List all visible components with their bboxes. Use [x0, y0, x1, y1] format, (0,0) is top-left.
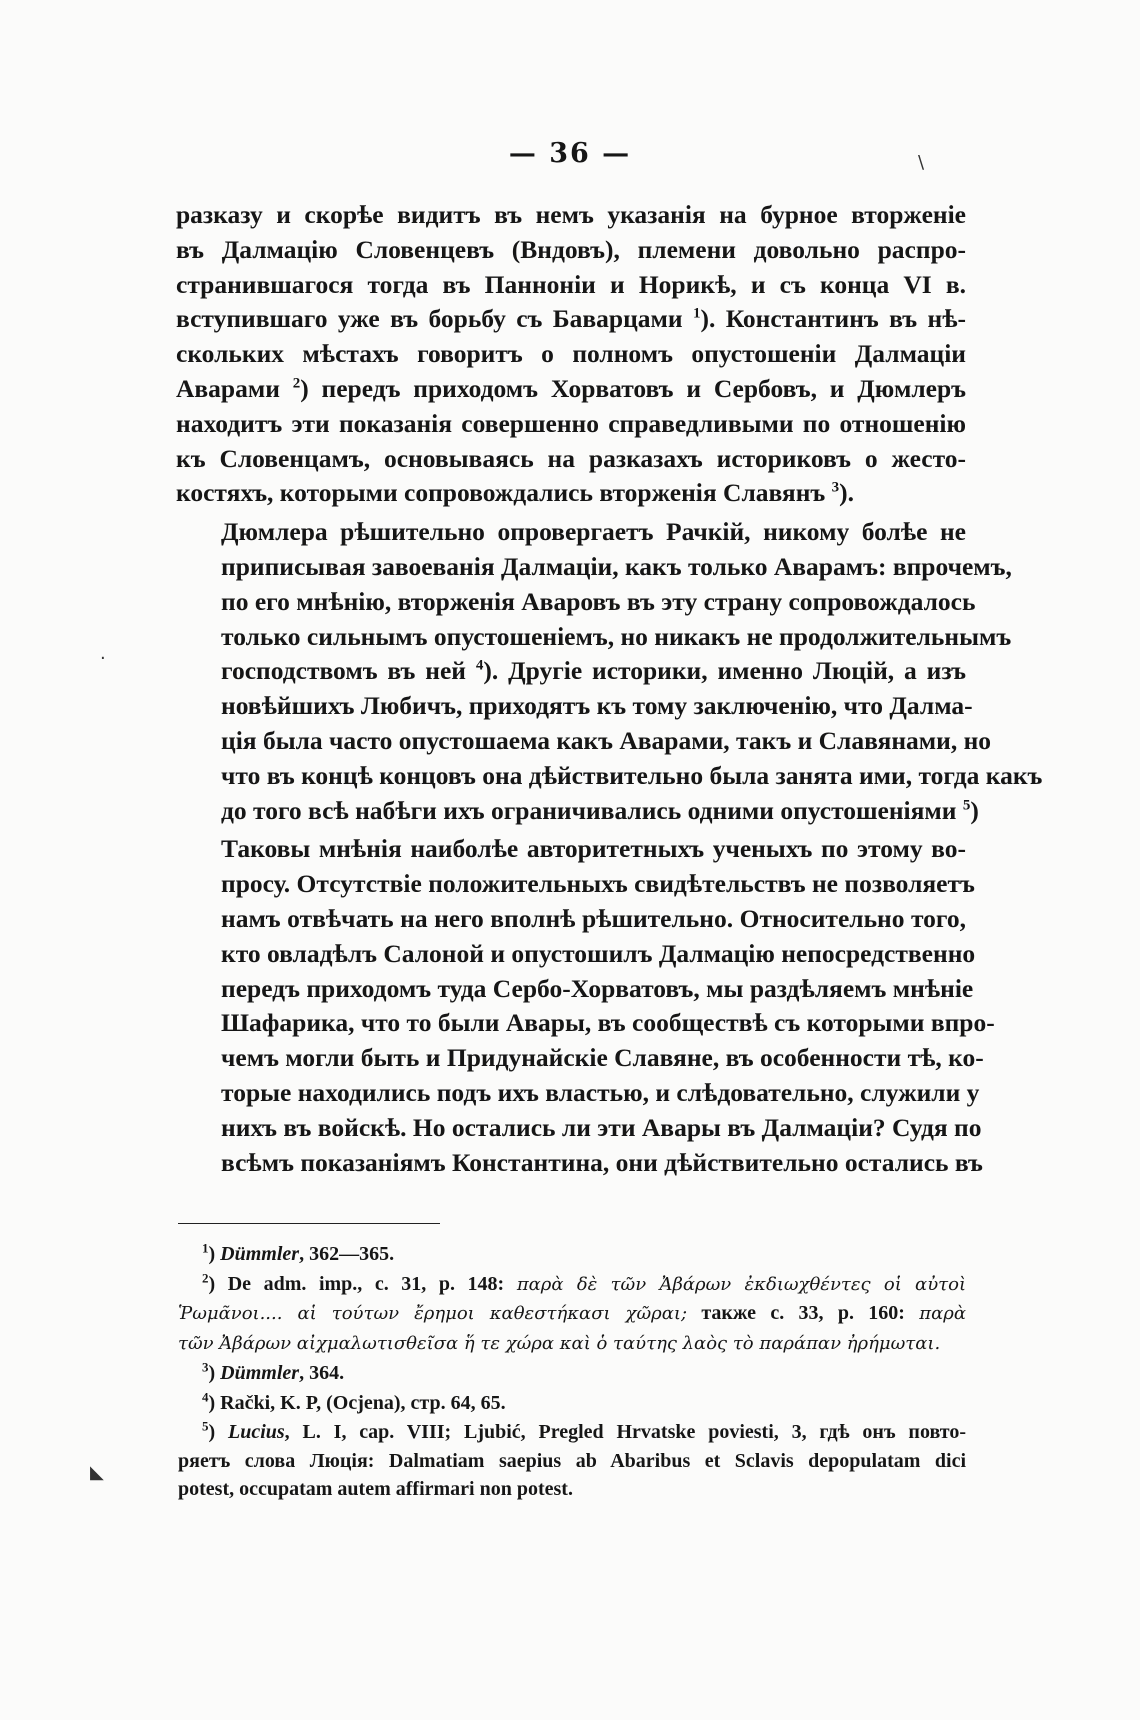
footnote-3: $^3$) Dümmler, 364. — [202, 1359, 345, 1384]
text-line: ція была часто опустошаема какъ Аварами, такъ и Славянами, но — [221, 725, 992, 755]
text-segment: господствомъ въ ней — [221, 656, 466, 686]
text-line: находитъ эти показанія совершенно справедливыми по отношенію — [176, 408, 966, 438]
footnote-5 — [178, 1418, 966, 1504]
scan-dot-mark: · — [100, 648, 106, 669]
footnote-line: $^5$) Lucius, L. I, cap. VIII; Ljubić, Pregled Hrvatske poviesti, 3, гдѣ онъ повто- — [202, 1418, 966, 1443]
text-line: только сильнымъ опустошеніемъ, но никакъ не продолжительнымъ — [221, 621, 1012, 651]
body-text — [176, 198, 1043, 1184]
paragraph-3 — [176, 832, 995, 1180]
footnote-ref-3: 3 — [831, 479, 840, 496]
text-line: до того всѣ набѣги ихъ ограничивались одними опустошеніями $^5$) — [221, 795, 979, 825]
text-line: разказу и скорѣе видитъ въ немъ указанія на бурное вторженіе — [176, 200, 966, 229]
footnote-4: $^4$) Rački, K. P, (Ocjena), стр. 64, 65. — [202, 1388, 506, 1414]
text-line: Таковы мнѣнія наиболѣе авторитетныхъ ученыхъ по этому во- — [221, 834, 966, 864]
footnote-line: potest, occupatam autem affirmari non potest. — [178, 1478, 573, 1500]
text-segment: до того всѣ набѣги ихъ ограничивались одними опустошеніями — [221, 795, 957, 825]
footnote-line — [154, 1329, 966, 1359]
footnote-text: , 362—365. — [299, 1243, 395, 1265]
text-line: странившагося тогда въ Панноніи и Норикѣ, и съ конца VI в. — [176, 269, 966, 299]
text-segment: вступившаго уже въ борьбу съ Баварцами — [176, 304, 683, 334]
footnote-line — [154, 1299, 966, 1329]
footnote-mark: 2 — [202, 1269, 209, 1285]
footnote-author: Dümmler — [220, 1362, 300, 1384]
scan-tick-mark: \ — [918, 152, 925, 173]
text-line: въ Далмацію Словенцевъ (Вндовъ), племени довольно распро- — [176, 234, 966, 264]
footnote-author: Dümmler — [220, 1243, 300, 1265]
text-line: намъ отвѣчать на него вполнѣ рѣшительно. Относительно того, — [221, 903, 966, 933]
text-segment: ). — [839, 478, 855, 508]
footnote-text: De adm. imp., c. 31, p. 148: — [227, 1272, 505, 1295]
footnote-divider — [178, 1223, 440, 1224]
text-line: приписывая завоеванія Далмаціи, какъ только Аварамъ: впрочемъ, — [221, 551, 1012, 581]
text-line — [176, 654, 966, 689]
text-segment: Аварами — [176, 373, 280, 403]
text-segment: ). Другіе историки, именно Люцій, а изъ — [483, 656, 966, 686]
footnote-mark: 1 — [202, 1240, 209, 1256]
text-line: передъ приходомъ туда Сербо-Хорватовъ, мы раздѣляемъ мнѣніе — [221, 973, 974, 1003]
footnote-text: также c. 33, p. 160: — [701, 1302, 905, 1324]
footnote-text: , 364. — [299, 1362, 345, 1384]
footnote-ref-2: 2 — [292, 375, 301, 392]
footnote-ref-5: 5 — [962, 797, 971, 814]
text-segment: костяхъ, которыми сопровождались вторженія Славянъ — [176, 478, 826, 508]
scan-arrow-mark: ◣ — [90, 1462, 104, 1483]
footnote-mark: 5 — [202, 1418, 209, 1434]
greek-quote: τῶν Ἀβάρων αἰχμαλωτισθεῖσα ἥ τε χώρα καὶ ὁ ταύτης λαὸς τὸ παράπαν ἠρήμωται. — [178, 1332, 941, 1354]
text-line: Дюмлера рѣшительно опровергаетъ Рачкій, никому болѣе не — [221, 517, 966, 547]
greek-quote: παρὰ δὲ τῶν Ἀβάρων ἐκδιωχθέντες οἱ αὐτοὶ — [516, 1273, 967, 1295]
text-line — [176, 372, 966, 407]
footnote-mark: 4 — [202, 1388, 209, 1404]
text-line: чемъ могли быть и Придунайскіе Славяне, въ особенности тѣ, ко- — [221, 1043, 984, 1073]
footnote-text: , L. I, cap. VIII; Ljubić, Pregled Hrvatske poviesti, 3, гдѣ онъ повто- — [284, 1421, 966, 1443]
text-line: къ Словенцамъ, основываясь на разказахъ историковъ о жесто- — [176, 443, 966, 473]
text-line: просу. Отсутствіе положительныхъ свидѣтельствъ не позволяетъ — [221, 869, 975, 899]
footnote-text: Rački, K. P, (Ocjena), стр. 64, 65. — [220, 1391, 506, 1414]
footnote-line: ряетъ слова Люція: Dalmatiam saepius ab Abaribus et Sclavis depopulatam dici — [178, 1449, 966, 1472]
footnote-ref-4: 4 — [475, 657, 484, 674]
page-number: — 36 — — [508, 138, 632, 169]
text-line: по его мнѣнію, вторженія Аваровъ въ эту страну сопровождалось — [221, 586, 976, 616]
paragraph-1 — [176, 198, 966, 511]
text-line: Шафарика, что то были Авары, въ сообществѣ съ которыми впро- — [221, 1008, 995, 1038]
text-line — [176, 302, 966, 337]
footnote-ref-1: 1 — [692, 305, 701, 322]
text-line: всѣмъ показаніямъ Константина, они дѣйствительно остались въ — [221, 1147, 983, 1177]
text-segment: ). Константинъ въ нѣ- — [700, 304, 966, 334]
footnote-mark: 3 — [202, 1359, 209, 1375]
text-line — [176, 476, 966, 511]
footnote-2 — [178, 1270, 966, 1359]
footnote-1: $^1$) Dümmler, 362—365. — [202, 1240, 395, 1265]
text-line: кто овладѣлъ Салоной и опустошилъ Далмацію непосредственно — [221, 938, 976, 968]
text-line: что въ концѣ концовъ она дѣйствительно была занята ими, тогда какъ — [221, 760, 1043, 790]
footnotes — [178, 1240, 966, 1505]
footnote-author: Lucius — [227, 1421, 285, 1443]
text-line: торые находились подъ ихъ властью, и слѣдовательно, служили у — [221, 1077, 980, 1107]
paragraph-2 — [176, 515, 1043, 828]
greek-quote: Ῥωμᾶνοι.... αἱ τούτων ἔρημοι καθεστήκασι χῶραι; — [178, 1303, 688, 1324]
text-line: нихъ въ войскѣ. Но остались ли эти Авары въ Далмаціи? Судя по — [221, 1112, 982, 1142]
text-line: новѣйшихъ Любичъ, приходятъ къ тому заключенію, что Далма- — [221, 691, 973, 721]
text-line: скольких мѣстахъ говоритъ о полномъ опустошеніи Далмаціи — [176, 339, 966, 369]
footnote-line: $^2$) De adm. imp., c. 31, p. 148: παρὰ δὲ τῶν Ἀβάρων ἐκδιωχθέντες οἱ αὐτοὶ — [202, 1269, 967, 1295]
text-segment: ) передъ приходомъ Хорватовъ и Сербовъ, и Дюмлеръ — [300, 373, 966, 403]
greek-quote: παρὰ — [919, 1303, 967, 1324]
